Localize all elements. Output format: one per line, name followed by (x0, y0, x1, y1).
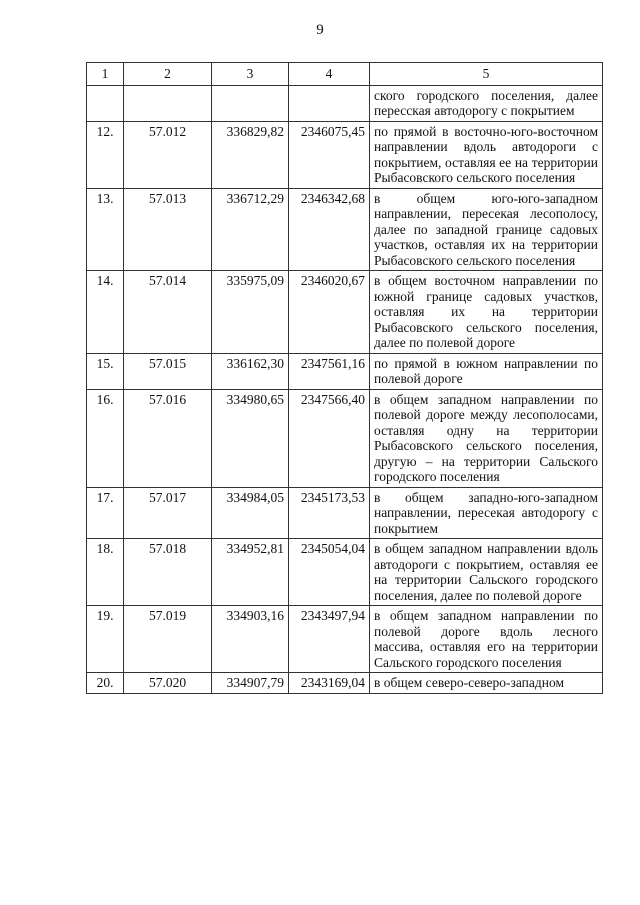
coord-x: 334903,16 (212, 606, 289, 673)
coord-x: 336829,82 (212, 121, 289, 188)
coord-y: 2347566,40 (289, 389, 370, 487)
coord-x: 336162,30 (212, 353, 289, 389)
coord-y: 2346075,45 (289, 121, 370, 188)
row-number: 15. (87, 353, 124, 389)
route-description: по прямой в южном направлении по полевой дороге (370, 353, 603, 389)
header-col-3: 3 (212, 63, 289, 86)
table-row (87, 85, 603, 121)
table-row (87, 606, 603, 673)
coord-y: 2343497,94 (289, 606, 370, 673)
coord-y: 2345054,04 (289, 539, 370, 606)
point-id: 57.017 (124, 487, 212, 539)
table-row (87, 487, 603, 539)
coord-x: 334980,65 (212, 389, 289, 487)
coord-y (289, 85, 370, 121)
page-number: 9 (316, 22, 324, 38)
header-col-5: 5 (370, 63, 603, 86)
point-id (124, 85, 212, 121)
coord-x: 334984,05 (212, 487, 289, 539)
coord-x: 335975,09 (212, 271, 289, 354)
coord-y: 2346020,67 (289, 271, 370, 354)
coord-y: 2345173,53 (289, 487, 370, 539)
coord-y: 2347561,16 (289, 353, 370, 389)
route-description: в общем юго-юго-западном направлении, пересекая лесополосу, далее по западной границе садовых участков, оставляя их на территории Рыбасовского сельского поселения (370, 188, 603, 271)
row-number: 14. (87, 271, 124, 354)
coord-y: 2343169,04 (289, 673, 370, 694)
header-col-1: 1 (87, 63, 124, 86)
route-description: в общем восточном направлении по южной границе садовых участков, оставляя их на территории Рыбасовского сельского поселения, далее по полевой дороге (370, 271, 603, 354)
point-id: 57.016 (124, 389, 212, 487)
route-description: в общем западно-юго-западном направлении, пересекая автодорогу с покрытием (370, 487, 603, 539)
route-description: в общем западном направлении по полевой дороге вдоль лесного массива, оставляя его на территории Сальского городского поселения (370, 606, 603, 673)
table-row (87, 188, 603, 271)
row-number: 18. (87, 539, 124, 606)
row-number (87, 85, 124, 121)
coord-x: 334907,79 (212, 673, 289, 694)
route-description: в общем северо-северо-западном (370, 673, 603, 694)
point-id: 57.013 (124, 188, 212, 271)
route-description: в общем западном направлении по полевой дороге между лесополосами, оставляя одну на территории Рыбасовского сельского поселения, другую – на территории Сальского городского поселения (370, 389, 603, 487)
point-id: 57.015 (124, 353, 212, 389)
header-col-2: 2 (124, 63, 212, 86)
point-id: 57.014 (124, 271, 212, 354)
row-number: 13. (87, 188, 124, 271)
row-number: 20. (87, 673, 124, 694)
coord-x (212, 85, 289, 121)
route-description: ского городского поселения, далее пересская автодорогу с покрытием (370, 85, 603, 121)
point-id: 57.012 (124, 121, 212, 188)
table-header-row (87, 63, 603, 86)
table-row (87, 389, 603, 487)
header-col-4: 4 (289, 63, 370, 86)
point-id: 57.018 (124, 539, 212, 606)
boundary-points-table (86, 62, 603, 694)
row-number: 19. (87, 606, 124, 673)
row-number: 16. (87, 389, 124, 487)
coord-y: 2346342,68 (289, 188, 370, 271)
coord-x: 336712,29 (212, 188, 289, 271)
route-description: по прямой в восточно-юго-восточном направлении вдоль автодороги с покрытием, оставляя ее на территории Рыбасовского сельского поселения (370, 121, 603, 188)
row-number: 17. (87, 487, 124, 539)
point-id: 57.020 (124, 673, 212, 694)
route-description: в общем западном направлении вдоль автодороги с покрытием, оставляя ее на территории Сальского городского поселения, далее по полевой дороге (370, 539, 603, 606)
table-row (87, 673, 603, 694)
table-row (87, 121, 603, 188)
coord-x: 334952,81 (212, 539, 289, 606)
table-row (87, 271, 603, 354)
row-number: 12. (87, 121, 124, 188)
table-row (87, 539, 603, 606)
table-row (87, 353, 603, 389)
point-id: 57.019 (124, 606, 212, 673)
